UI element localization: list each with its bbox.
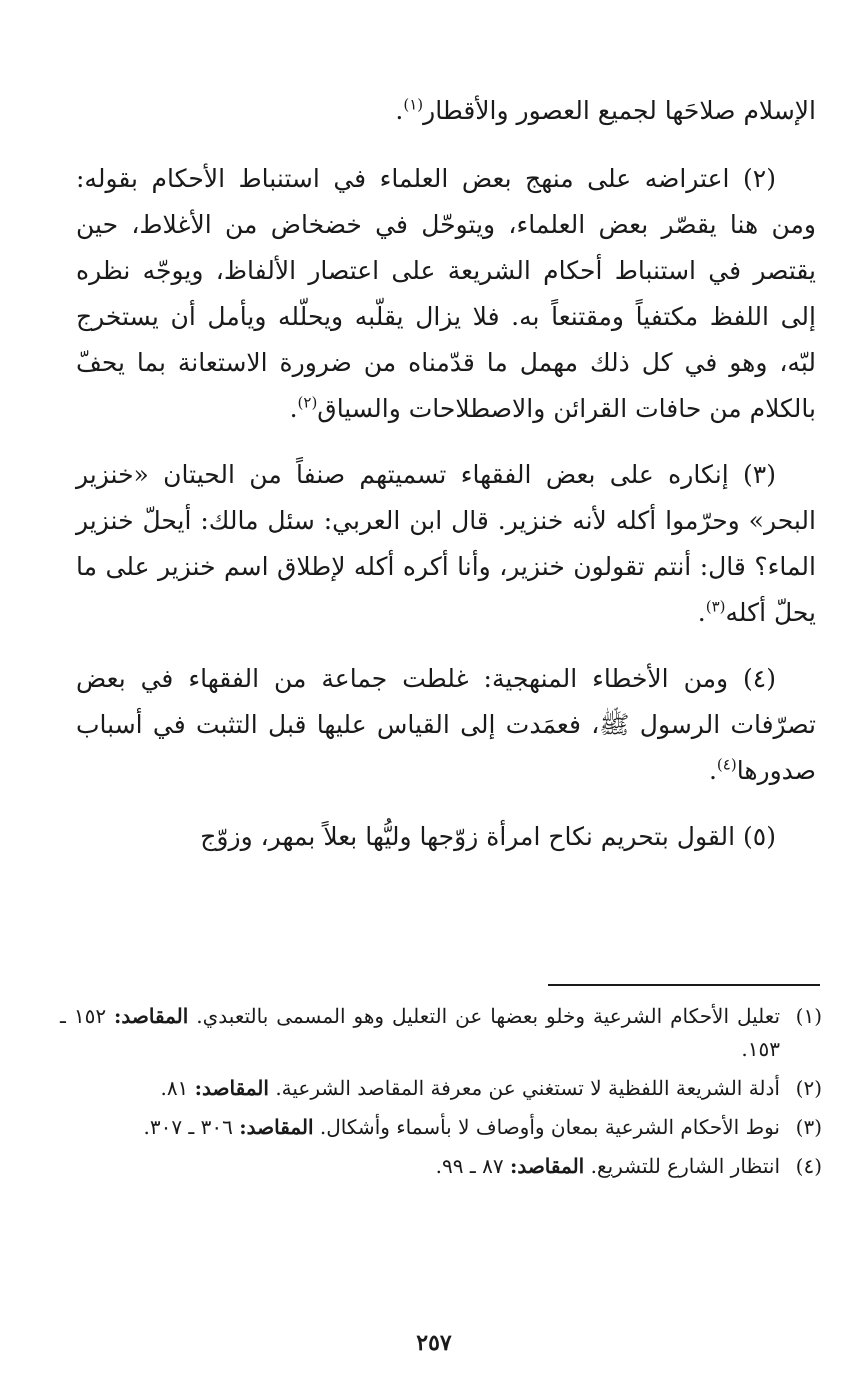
point-text: اعتراضه على منهج بعض العلماء في استنباط الأحكام بقوله: ومن هنا يقصّر بعض العلماء، ويتوحّل في خضخاض من الأغلاط، حين يقتصر في استنباط أحكام الشريعة على اعتصار الألفاظ، ويوجّه نظره إلى اللفظ مكتفياً ومقتنعاً به. فلا يزال يقلّبه ويحلّله ويأمل أن يستخرج لبّه، وهو في كل ذلك مهمل ما قدّمناه من ضرورة الاستعانة بما يحفّ بالكلام من حافات القرائن والاصطلاحات والسياق bbox=[76, 164, 816, 423]
footnote-text: تعليل الأحكام الشرعية وخلو بعضها عن التعليل وهو المسمى بالتعبدي. bbox=[196, 1004, 781, 1028]
footnote-source-label: المقاصد: bbox=[509, 1154, 585, 1178]
footnote-number: (٣) bbox=[795, 1115, 822, 1139]
footnote-pages: ٨٧ ـ ٩٩. bbox=[435, 1154, 504, 1178]
footnote-pages: ٨١. bbox=[160, 1076, 189, 1100]
sentence-end: . bbox=[395, 96, 404, 125]
footnote-body bbox=[60, 1150, 780, 1183]
sentence-end: . bbox=[289, 394, 298, 423]
point-number: (٥) bbox=[743, 822, 776, 851]
footnote-number: (٢) bbox=[795, 1076, 822, 1100]
footnote-text: نوط الأحكام الشرعية بمعان وأوصاف لا بأسماء وأشكال. bbox=[319, 1115, 780, 1139]
footnote-source-label: المقاصد: bbox=[239, 1115, 314, 1139]
footnote-separator bbox=[548, 984, 820, 986]
point-paragraph-3 bbox=[76, 452, 816, 636]
footnote-source-label: المقاصد: bbox=[194, 1076, 269, 1100]
point-paragraph-4 bbox=[76, 656, 816, 794]
footnote-text: انتظار الشارع للتشريع. bbox=[590, 1154, 780, 1178]
footnote-marker: (١) bbox=[403, 95, 424, 114]
footnote-marker: (٣) bbox=[705, 597, 726, 616]
continuation-text: الإسلام صلاحَها لجميع العصور والأقطار bbox=[423, 96, 816, 125]
point-text: القول بتحريم نكاح امرأة زوّجها وليُّها بعلاً بمهر، وزوّج bbox=[200, 822, 736, 851]
main-text bbox=[76, 88, 816, 880]
sentence-end: . bbox=[697, 598, 706, 627]
point-paragraph-2 bbox=[76, 156, 816, 432]
footnote-1 bbox=[60, 1000, 822, 1066]
point-number: (٣) bbox=[743, 460, 776, 489]
footnote-body bbox=[60, 1072, 780, 1105]
point-text: ومن الأخطاء المنهجية: غلطت جماعة من الفقهاء في بعض تصرّفات الرسول ﷺ، فعمَدت إلى القياس عليها قبل التثبت في أسباب صدورها bbox=[76, 664, 816, 785]
footnote-body bbox=[60, 1000, 780, 1066]
footnote-number: (٤) bbox=[795, 1154, 822, 1178]
footnote-number: (١) bbox=[795, 1004, 822, 1028]
footnote-pages: ١٥٢ ـ ١٥٣. bbox=[60, 1004, 780, 1061]
page-number: ٢٥٧ bbox=[416, 1330, 452, 1356]
footnote-2 bbox=[60, 1072, 822, 1105]
point-number: (٤) bbox=[743, 664, 776, 693]
footnote-3 bbox=[60, 1111, 822, 1144]
sentence-end: . bbox=[708, 756, 717, 785]
footnote-marker: (٤) bbox=[716, 755, 737, 774]
footnote-pages: ٣٠٦ ـ ٣٠٧. bbox=[143, 1115, 233, 1139]
footnote-text: أدلة الشريعة اللفظية لا تستغني عن معرفة المقاصد الشرعية. bbox=[275, 1076, 780, 1100]
footnote-marker: (٢) bbox=[297, 393, 318, 412]
footnote-body bbox=[60, 1111, 780, 1144]
point-number: (٢) bbox=[743, 164, 776, 193]
footnote-source-label: المقاصد: bbox=[114, 1004, 189, 1028]
footnotes bbox=[60, 1000, 822, 1189]
point-paragraph-5 bbox=[76, 814, 816, 860]
point-text: إنكاره على بعض الفقهاء تسميتهم صنفاً من الحيتان «خنزير البحر» وحرّموا أكله لأنه خنزير. قال ابن العربي: سئل مالك: أيحلّ خنزير الماء؟ قال: أنتم تقولون خنزير، وأنا أكره أكله لإطلاق اسم خنزير على ما يحلّ أكله bbox=[76, 460, 816, 627]
continuation-paragraph bbox=[76, 88, 816, 134]
footnote-4 bbox=[60, 1150, 822, 1183]
